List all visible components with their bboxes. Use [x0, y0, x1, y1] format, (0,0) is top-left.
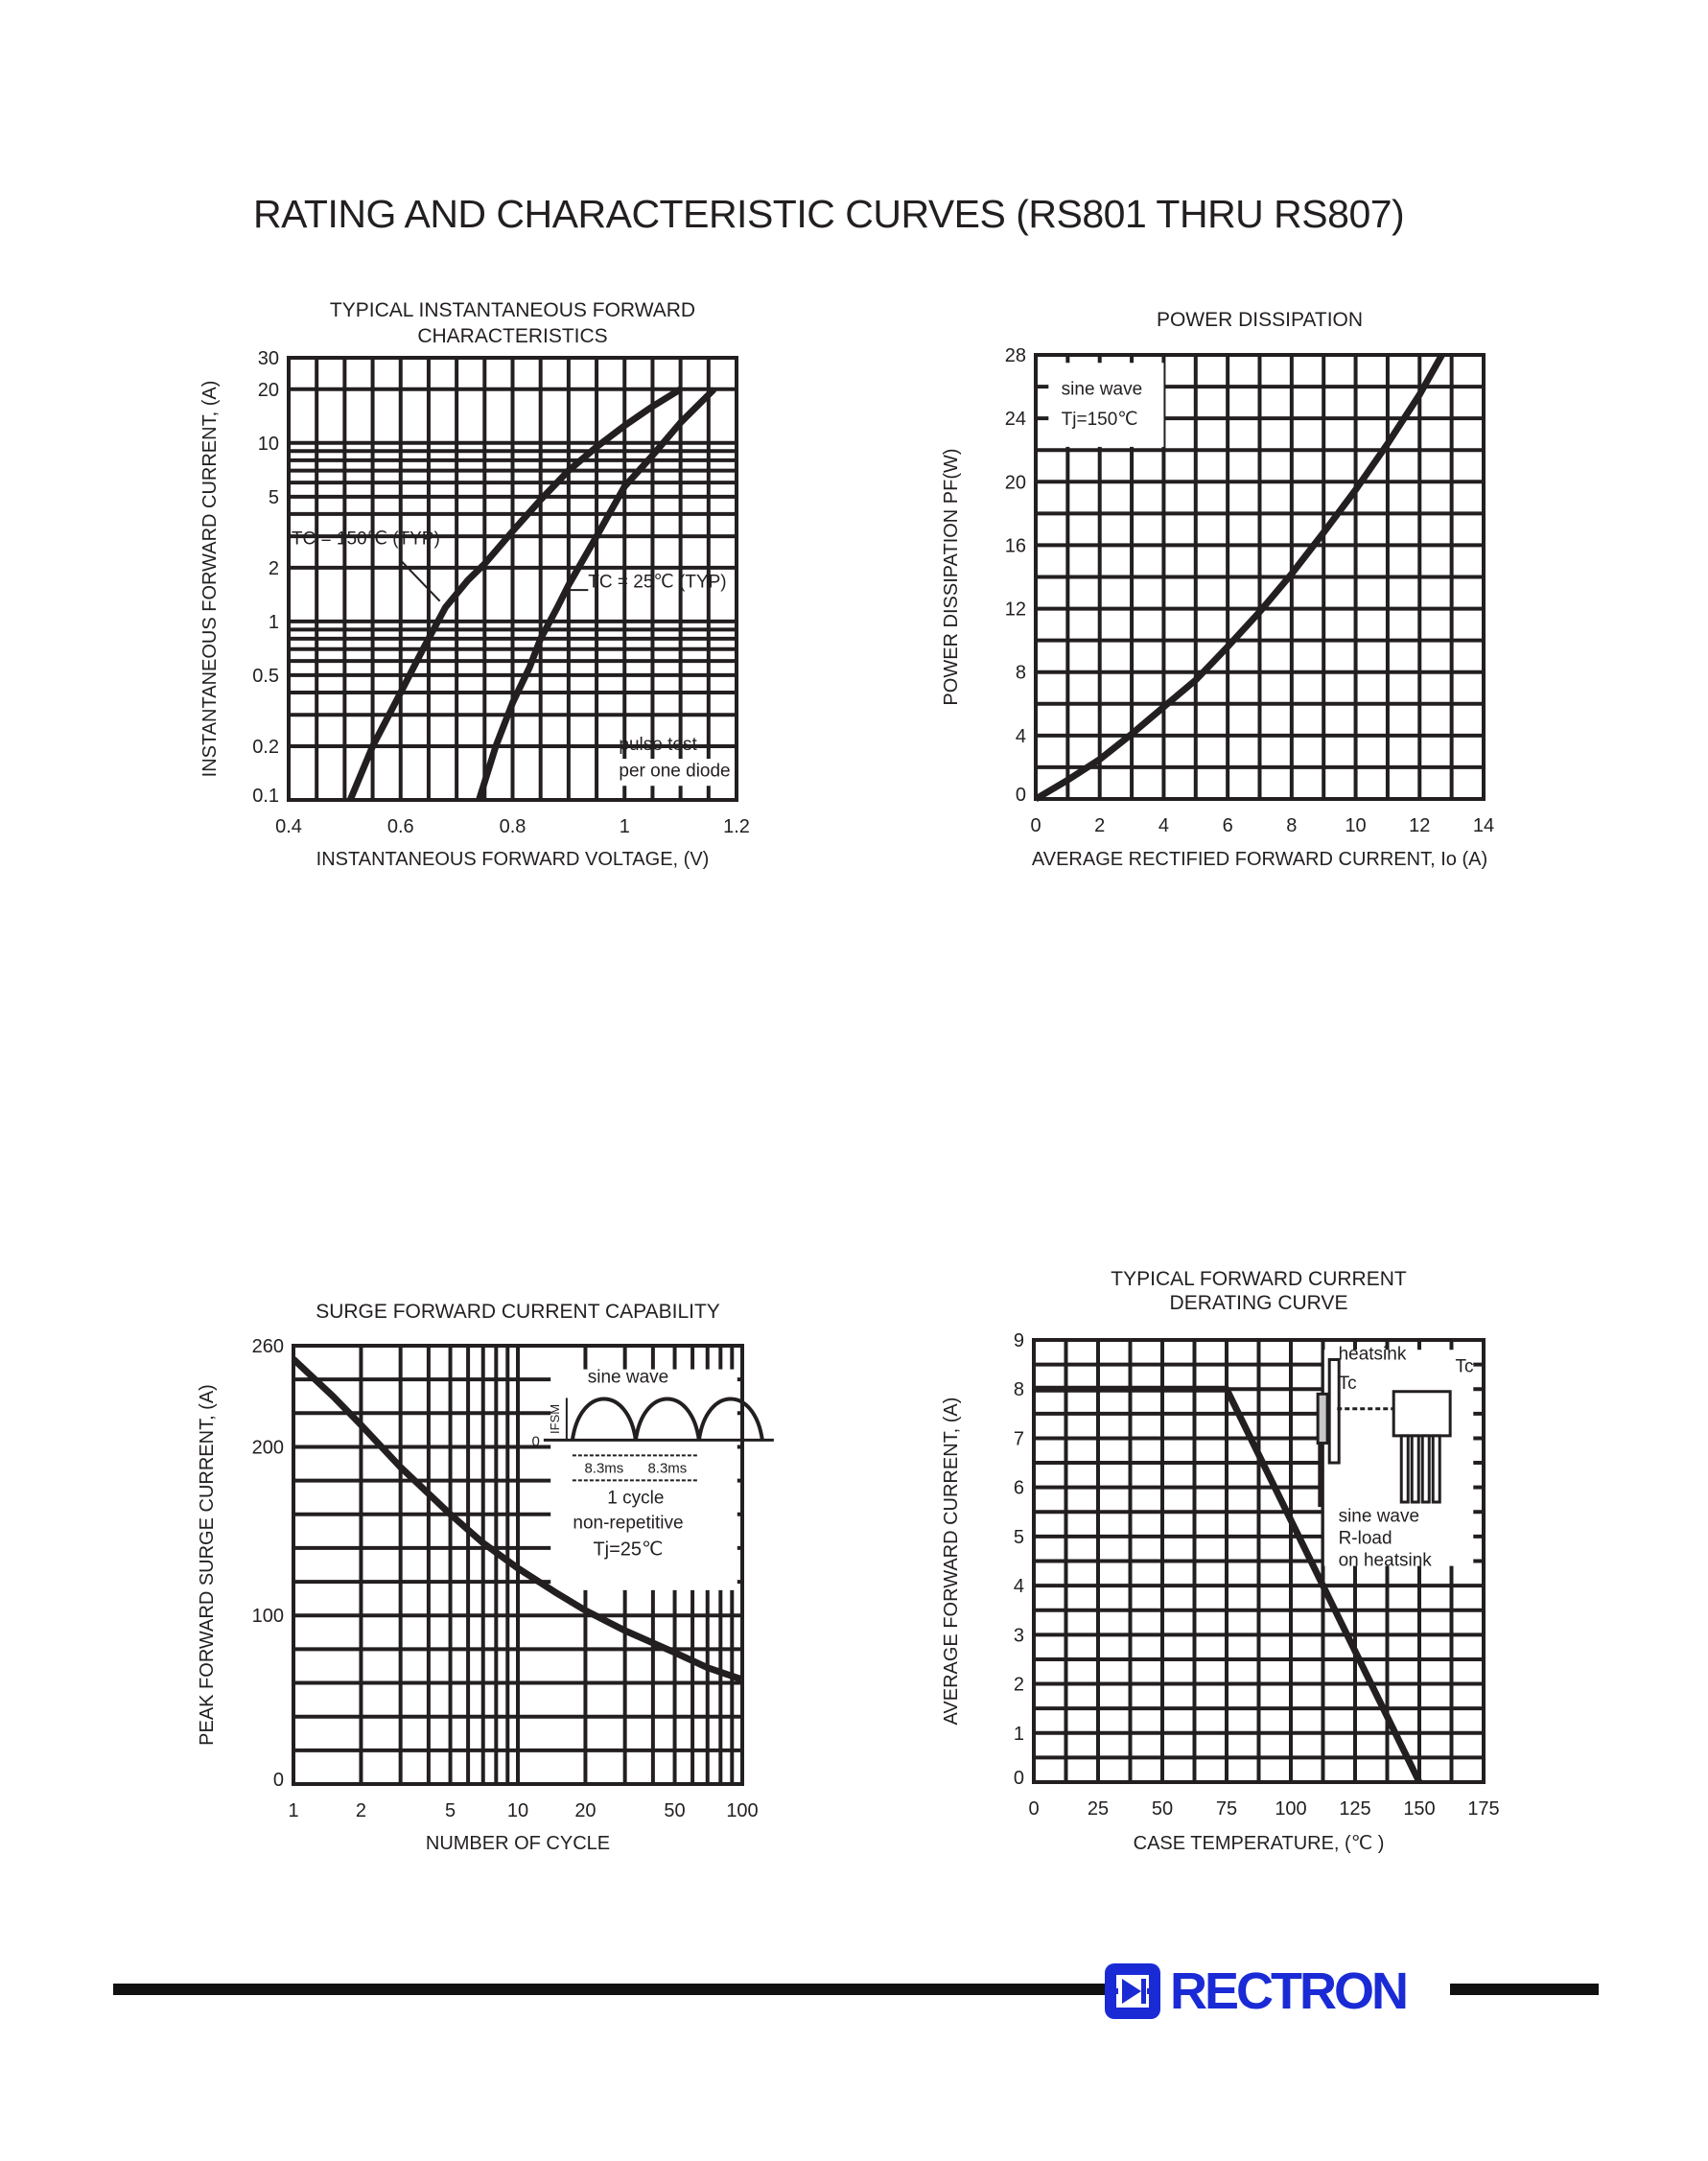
y-tick-label: 0.5: [252, 665, 279, 687]
y-tick-label: 1: [268, 611, 279, 633]
annotation-non-repetitive: non-repetitive: [573, 1513, 684, 1534]
logo-text: RECTRON: [1170, 1962, 1406, 2020]
annotation-on-heatsink: on heatsink: [1338, 1550, 1432, 1571]
annotation-ifsm: IFSM: [547, 1403, 562, 1434]
bridge-pin: [1412, 1436, 1418, 1502]
annotation-per-diode: per one diode: [619, 761, 731, 782]
annotation-tj: Tj=150℃: [1061, 409, 1138, 430]
y-tick-label: 0.1: [252, 786, 279, 807]
x-tick-label: 100: [1275, 1798, 1307, 1820]
y-tick-label: 0: [1015, 785, 1026, 806]
x-tick-label: 10: [1345, 815, 1367, 836]
chart-title: SURGE FORWARD CURRENT CAPABILITY: [316, 1301, 720, 1323]
y-tick-label: 8: [1013, 1379, 1024, 1401]
annotation-period-1: 8.3ms: [584, 1460, 624, 1477]
annotation-box: [1048, 363, 1163, 447]
chart-1: [941, 309, 1494, 870]
x-tick-label: 6: [1222, 815, 1233, 836]
y-tick-label: 20: [257, 379, 279, 401]
x-tick-label: 0.4: [275, 816, 302, 837]
x-tick-label: 14: [1472, 815, 1495, 836]
bridge-pin: [1401, 1436, 1408, 1502]
y-tick-label: 4: [1013, 1576, 1024, 1598]
y-tick-label: 5: [268, 486, 279, 508]
x-tick-label: 1.2: [723, 816, 750, 837]
y-tick-label: 1: [1013, 1723, 1024, 1745]
x-tick-label: 20: [574, 1800, 597, 1821]
y-tick-label: 20: [1004, 472, 1026, 494]
x-tick-label: 50: [1151, 1798, 1174, 1820]
y-axis-label: PEAK FORWARD SURGE CURRENT, (A): [197, 1384, 218, 1746]
annotation-tc25: TC = 25℃ (TYP): [588, 572, 727, 593]
y-tick-label: 6: [1013, 1477, 1024, 1499]
chart-0: [199, 299, 750, 870]
y-tick-label: 2: [1013, 1674, 1024, 1696]
annotation-tj: Tj=25℃: [593, 1539, 664, 1561]
x-tick-label: 10: [506, 1800, 529, 1821]
y-tick-label: 24: [1004, 409, 1026, 431]
y-tick-label: 0: [272, 1770, 284, 1791]
footer-rule-right: [1450, 1984, 1599, 1995]
annotation-pulse-test: pulse test: [619, 735, 697, 756]
y-axis-label: INSTANTANEOUS FORWARD CURRENT, (A): [199, 380, 221, 778]
y-tick-label: 12: [1004, 599, 1026, 621]
rectron-logo-icon: [1103, 1961, 1162, 2021]
y-axis-label: POWER DISSIPATION PF(W): [941, 448, 962, 706]
device-body: [1318, 1394, 1327, 1443]
x-tick-label: 1: [288, 1800, 299, 1821]
x-tick-label: 8: [1286, 815, 1298, 836]
annotation-sine-wave: sine wave: [1338, 1506, 1420, 1527]
y-tick-label: 30: [257, 348, 279, 369]
x-tick-label: 0.8: [499, 816, 526, 837]
rectron-logo: [1103, 1961, 1406, 2021]
x-tick-label: 1: [619, 816, 630, 837]
x-tick-label: 125: [1339, 1798, 1371, 1820]
y-tick-label: 16: [1004, 535, 1026, 557]
annotation-tc150: TC = 150℃ (TYP): [291, 529, 440, 550]
annotation-tc-right: Tc: [1455, 1356, 1474, 1377]
x-tick-label: 175: [1467, 1798, 1500, 1820]
chart-2: [197, 1301, 774, 1854]
y-tick-label: 9: [1013, 1330, 1024, 1351]
annotation-r-load: R-load: [1338, 1528, 1392, 1549]
y-tick-label: 2: [268, 557, 279, 579]
footer-rule: [113, 1984, 1111, 1995]
bridge-pin: [1422, 1436, 1429, 1502]
x-tick-label: 0: [1028, 1798, 1040, 1820]
annotation-period-2: 8.3ms: [647, 1460, 688, 1477]
y-tick-label: 10: [257, 433, 279, 455]
annotation-tc-left: Tc: [1338, 1374, 1357, 1395]
x-axis-label: CASE TEMPERATURE, (℃ ): [1133, 1833, 1385, 1854]
annotation-zero: 0: [531, 1433, 540, 1450]
x-tick-label: 4: [1158, 815, 1169, 836]
annotation-heatsink: heatsink: [1338, 1344, 1407, 1365]
x-tick-label: 0.6: [386, 816, 414, 837]
x-tick-label: 25: [1087, 1798, 1110, 1820]
chart-title: TYPICAL INSTANTANEOUS FORWARD: [329, 299, 696, 321]
chart-title: POWER DISSIPATION: [1156, 309, 1364, 331]
bridge-pin: [1433, 1436, 1439, 1502]
y-tick-label: 7: [1013, 1428, 1024, 1450]
y-tick-label: 100: [251, 1606, 284, 1628]
x-tick-label: 2: [355, 1800, 367, 1821]
annotation-1-cycle: 1 cycle: [607, 1488, 665, 1509]
chart-title: DERATING CURVE: [1169, 1292, 1348, 1314]
x-tick-label: 12: [1409, 815, 1431, 836]
x-tick-label: 50: [664, 1800, 686, 1821]
page-title: RATING AND CHARACTERISTIC CURVES (RS801 THRU RS807): [253, 192, 1405, 236]
y-tick-label: 260: [251, 1336, 284, 1357]
x-tick-label: 2: [1094, 815, 1106, 836]
y-tick-label: 3: [1013, 1625, 1024, 1647]
y-tick-label: 4: [1015, 725, 1026, 747]
x-tick-label: 150: [1403, 1798, 1436, 1820]
y-axis-label: AVERAGE FORWARD CURRENT, (A): [941, 1397, 962, 1726]
chart-title: CHARACTERISTICS: [417, 325, 608, 347]
y-tick-label: 0: [1013, 1768, 1024, 1789]
x-tick-label: 75: [1215, 1798, 1238, 1820]
x-axis-label: INSTANTANEOUS FORWARD VOLTAGE, (V): [316, 849, 710, 870]
y-tick-label: 8: [1015, 662, 1026, 684]
x-axis-label: AVERAGE RECTIFIED FORWARD CURRENT, Io (A): [1031, 849, 1488, 870]
y-tick-label: 28: [1004, 345, 1026, 366]
x-axis-label: NUMBER OF CYCLE: [425, 1833, 611, 1854]
chart-title: TYPICAL FORWARD CURRENT: [1111, 1268, 1407, 1290]
bridge-body: [1393, 1392, 1450, 1436]
chart-3: [941, 1268, 1500, 1854]
annotation-sine-wave: sine wave: [1061, 379, 1143, 400]
annotation-sine-wave: sine wave: [587, 1367, 669, 1388]
x-tick-label: 5: [444, 1800, 456, 1821]
y-tick-label: 200: [251, 1437, 284, 1459]
x-tick-label: 100: [726, 1800, 759, 1821]
y-tick-label: 0.2: [252, 736, 279, 758]
y-tick-label: 5: [1013, 1526, 1024, 1548]
x-tick-label: 0: [1030, 815, 1041, 836]
